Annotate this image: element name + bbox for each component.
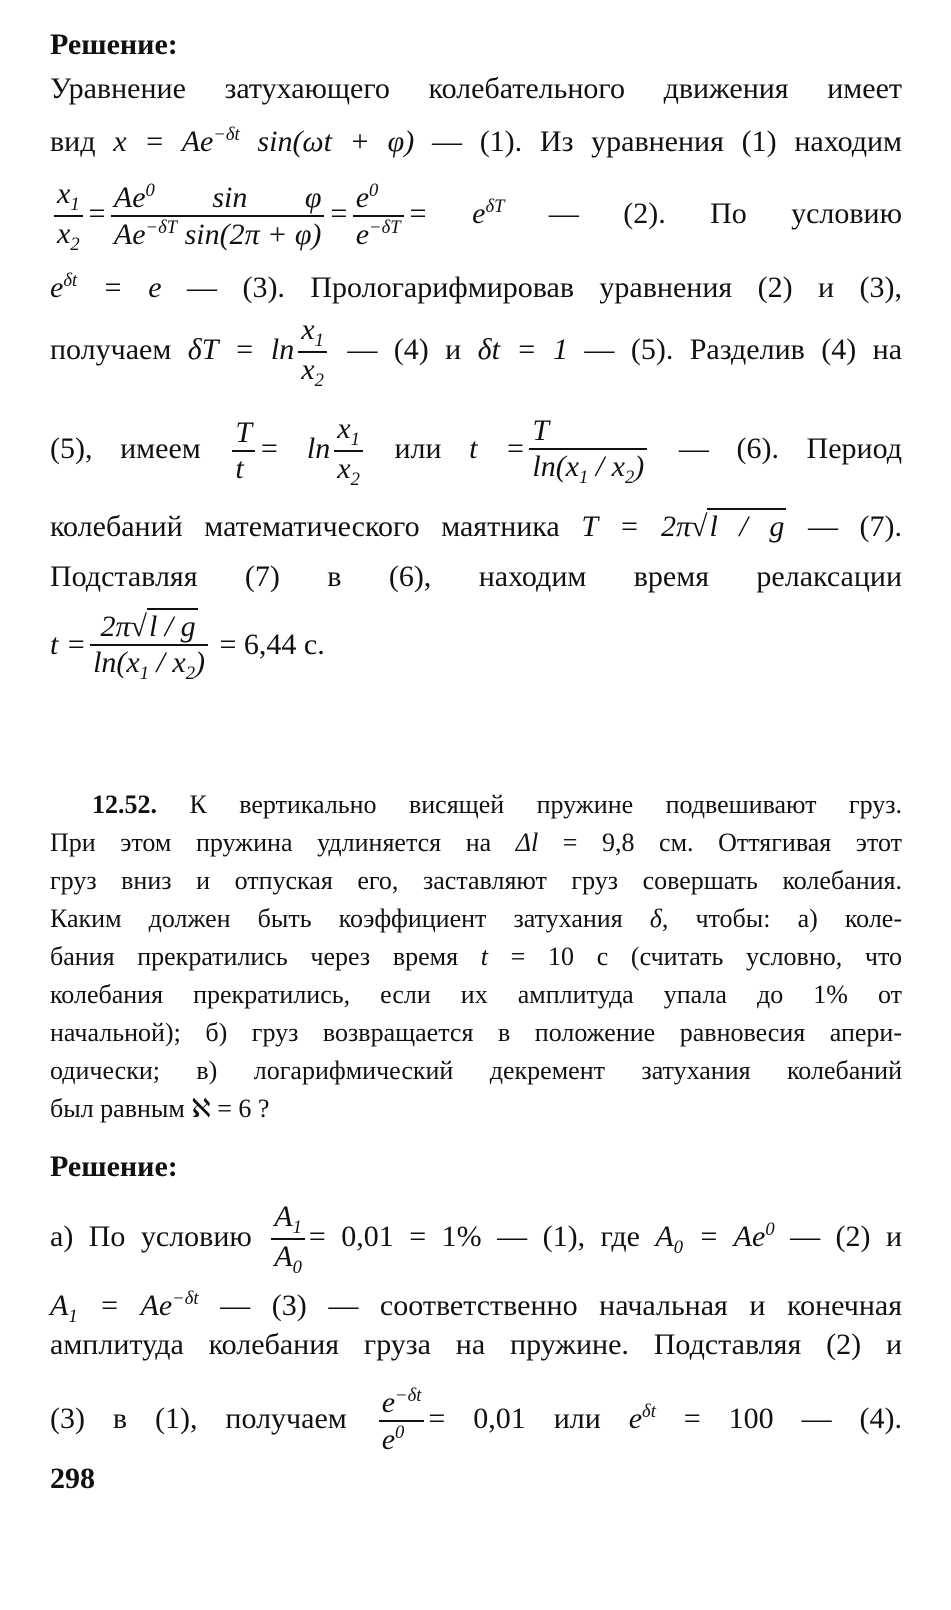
solution-heading-2: Решение: xyxy=(50,1150,178,1183)
text-line: Подставляя (7) в (6), находим время релаксации xyxy=(50,560,902,593)
formula-a1: $A_1 = Ae^{-\delta t}$ xyxy=(50,1288,199,1327)
page-number: 298 xyxy=(50,1462,95,1495)
formula-ratio-t: $\frac{T}{t}$ = ln $\frac{x_1}{x_2}$ xyxy=(228,432,367,465)
problem-line: 12.52. К вертикально висящей пружине подвешивают груз. xyxy=(92,790,903,819)
formula-delta-t: δt = 1 xyxy=(477,333,568,366)
text-line: а) По условию $\frac{A_1}{A_0}$ = 0,01 = 1% — (1), где $A_0 = Ae^0$ — (2) и xyxy=(50,1199,903,1279)
text-line: t = $\frac{2\pi√l / g}{\ln(x_1 / x_2)}$ = 6,44 с. xyxy=(50,609,325,685)
text-line: $A_1 = Ae^{-\delta t}$ — (3) — соответственно начальная и конечная xyxy=(50,1288,903,1327)
formula-period: T = 2π√l / g xyxy=(581,510,785,543)
problem-line: груз вниз и отпуская его, заставляют груз совершать колебания. xyxy=(50,866,902,895)
formula-condition: $e^{\delta t} = e$ xyxy=(50,270,162,304)
problem-number: 12.52. xyxy=(92,790,157,819)
text-line: (5), имеем $\frac{T}{t}$ = ln $\frac{x_1}{x_2}$ или t = $\frac{T}{\ln(x_1 / x_2)}$ — (6). Период xyxy=(50,411,902,491)
text-line: $e^{\delta t} = e$ — (3). Прологарифмировав уравнения (2) и (3), xyxy=(50,270,903,304)
formula-oscillation: $x = Ae^{-\delta t}$ sin(ωt + φ) xyxy=(113,124,415,158)
formula-ratio: $\frac{x_1}{x_2}$ = $\frac{Ae^0 \sin \varphi}{Ae^{-\delta T} \sin(2\pi + \varphi)}$ = $\frac{e^0}{e^{-\delta T}}$ = $e^{\delta T}$ xyxy=(50,197,504,230)
problem-line: одически; в) логарифмический декремент затухания колебаний xyxy=(50,1056,902,1085)
formula-log: δT = ln $\frac{x_1}{x_2}$ xyxy=(188,333,331,366)
formula-result: t = $\frac{2\pi√l / g}{\ln(x_1 / x_2)}$ xyxy=(50,628,212,661)
text-line: получаем δT = ln $\frac{x_1}{x_2}$ — (4) и δt = 1 — (5). Разделив (4) на xyxy=(50,312,903,392)
text-line: вид $x = Ae^{-\delta t}$ sin(ωt + φ) — (1). Из уравнения (1) находим xyxy=(50,124,903,158)
text-line: Уравнение затухающего колебательного движения имеет xyxy=(50,72,902,105)
problem-line: бания прекратились через время t = 10 с (считать условно, что xyxy=(50,942,903,971)
problem-line: колебания прекратились, если их амплитуда упала до 1% от xyxy=(50,980,902,1009)
formula-a0: $A_0 = Ae^0$ xyxy=(655,1219,775,1258)
text-line: (3) в (1), получаем $\frac{e^{-\delta t}}{e^0}$ = 0,01 или $e^{\delta t} = 100$ — (4). xyxy=(50,1384,903,1457)
text-line: колебаний математического маятника T = 2π√l / g — (7). xyxy=(50,510,903,543)
solution-heading-1: Решение: xyxy=(50,28,178,61)
problem-line: При этом пружина удлиняется на Δl = 9,8 см. Оттягивая этот xyxy=(50,828,903,857)
text-line: амплитуда колебания груза на пружине. Подставляя (2) и xyxy=(50,1328,902,1361)
problem-line: был равным ℵ = 6 ? xyxy=(50,1094,270,1123)
formula-t: t = $\frac{T}{\ln(x_1 / x_2)}$ xyxy=(469,432,651,465)
text-line: $\frac{x_1}{x_2}$ = $\frac{Ae^0 \sin \varphi}{Ae^{-\delta T} \sin(2\pi + \varphi)}$ = $\frac{e^0}{e^{-\delta T}}$ = $e^{\delta T}$ — (2). По условию xyxy=(50,162,902,252)
problem-line: Каким должен быть коэффициент затухания δ, чтобы: а) коле- xyxy=(50,904,903,933)
problem-line: начальной); б) груз возвращается в положение равновесия апери- xyxy=(50,1018,902,1047)
